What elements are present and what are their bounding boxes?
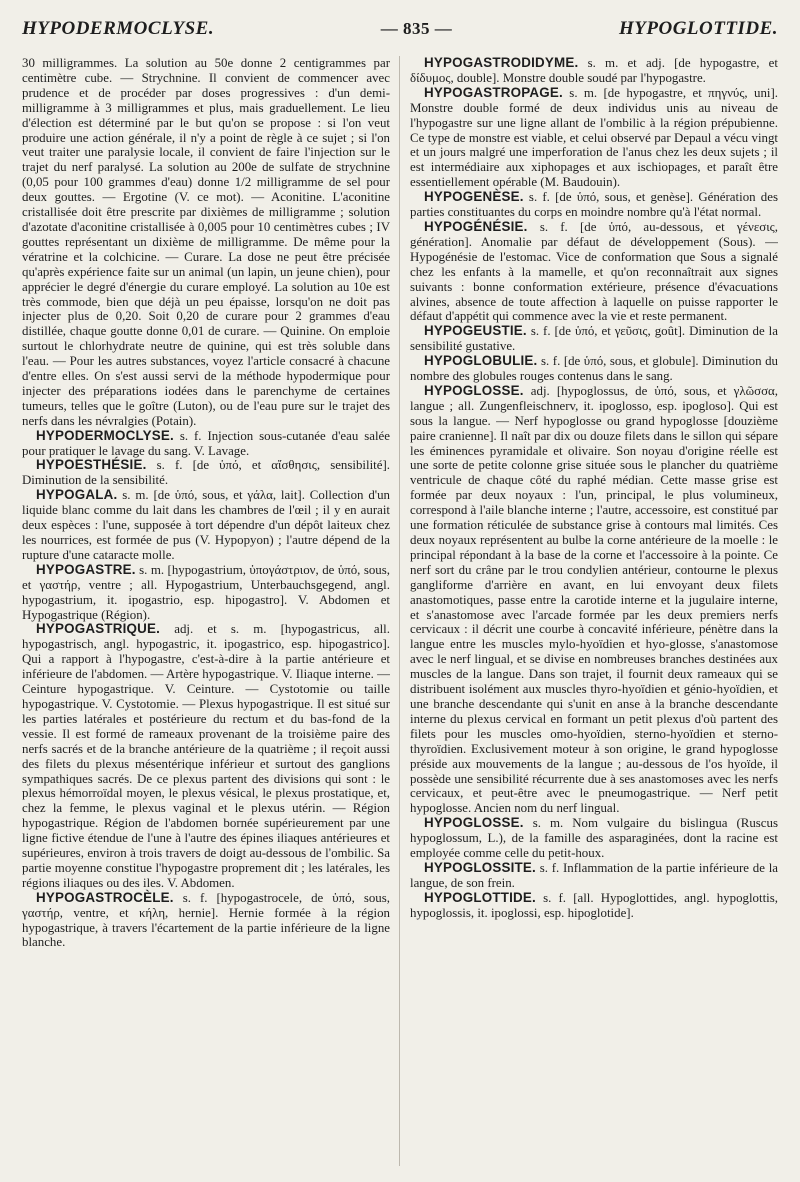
running-head-right: HYPOGLOTTIDE. bbox=[618, 18, 778, 39]
entry bbox=[22, 622, 390, 890]
entry bbox=[410, 56, 778, 86]
entry-headword: HYPOGASTRIQUE. bbox=[36, 621, 161, 637]
entry-headword: HYPOGLOSSITE. bbox=[424, 859, 536, 875]
entry bbox=[22, 563, 390, 623]
entry-text: s. f. [hypogastrocele, de ὑπό, sous, γαστήρ, ventre, et κήλη, hernie]. Hernie formée à la région hypogastrique, à travers l'écartement de la partie inférieure de la ligne blanche. bbox=[22, 890, 390, 950]
entry-text: adj. [hypoglossus, de ὑπό, sous, et γλῶσσα, langue ; all. Zungenfleischnerv, it. ipoglosso, esp. ipogloso]. Qui est sous la langue. — Nerf hypoglosse ou grand hypoglosse [douzième paire cranienne]. Il naît par dix ou douze filets dans le sillon qui sépare les éminences pyramidale et olivaire. Son noyau d'origine réelle est une sorte de petite colonne grise située sous le plancher du quatrième ventricule de chaque côté du raphé médian. Cette masse grise est formée par deux noyaux : l'un, principal, le plus volumineux, correspond à l'aile blanche interne ; l'autre, accessoire, est constitué par une formation réticulée de substance grise à contours mal limités. Ces deux noyaux représentent au bulbe la corne antérieure de la moelle : le principal répondant à la base de la corne et l'accessoire à la pointe. Ce nerf sort du crâne par le trou condylien antérieur, contourne le plexus gangliforme d'arrière en avant, en lui envoyant deux filets anastomotiques, passe entre la carotide interne et la jugulaire interne, et s'anastomose avec l'arcade formée par les deux premiers nerfs cervicaux : il décrit une courbe à concavité inférieure, pénètre dans la langue entre les muscles mylo-hyoïdien et hyo-glosse, s'anastomose avec le nerf lingual, et se divise en nombreuses branches destinées aux muscles de la langue. Dans son trajet, il fournit deux rameaux qui se distribuent isolément aux muscles thyro-hyoïdien et génio-hyoïdien, et une branche descendante qui s'unit en anse à la branche descendante interne du plexus cervical en formant un petit plexus d'où partent des filets pour les muscles omo-hyoïdien, sterno-hyoïdien et sterno-thyroïdien. Exclusivement moteur à son origine, le grand hypoglosse préside aux mouvements de la langue ; au-dessous de l'os hyoïde, il possède une sensibilité récurrente due à ses anastomoses avec les nerfs cervicaux, et peut-être avec le pneumogastrique. — Nerf petit hypoglosse. Ancien nom du nerf lingual. bbox=[410, 383, 778, 816]
entry-text: 30 milligrammes. La solution au 50e donne 2 centigrammes par centimètre cube. — Strychnine. Il convient de commencer avec prudence et de procéder par doses progressives : d'un demi-milligramme à 3 milligrammes et plus, mais graduellement. Le lieu d'élection est déterminé par le but qu'on se propose : si l'on veut produire une action générale, il n'y a point de règle à ce sujet ; si l'on veut traiter une paralysie locale, il convient de faire l'injection sur le trajet du nerf paralysé. La solution au 200e de sulfate de strychnine (0,05 pour 100 grammes d'eau) donne 1/2 milligramme de sel pour deux gouttes. — Ergotine (V. ce mot). — Aconitine. L'aconitine cristallisée doit être prescrite par dixièmes de milligramme ; solution d'azotate d'aconitine cristallisée à 0,005 pour 10 centimètres cubes ; IV gouttes représentant un dixième de milligramme. De même pour la vératrine et la colchicine. — Curare. La dose ne peut être précisée qu'après expérience faite sur un animal (un lapin, un jeune chien), pour apprécier le degré d'énergie du curare employé. La solution au 10e est très commode, bien que déjà un peu épaisse, lorsqu'on ne doit pas injecter plus de 0,20. Soit 0,20 de curare pour 2 grammes d'eau distillée, chaque goutte donne 0,01 de curare. — Quinine. On emploie surtout le chlorhydrate neutre de quinine, qui est très soluble dans l'eau. — Pour les autres substances, voyez l'article consacré à chacune d'entre elles. On s'est aussi servi de la méthode hypodermique pour injecter des préparations iodées dans le parenchyme de certaines tumeurs, telles que le goître (Luton), ou de l'eau pure sur le trajet des nerfs dans les névralgies (Potain). bbox=[22, 56, 390, 428]
running-head bbox=[22, 18, 778, 48]
entry-text: s. f. [de ὑπό, et αἴσθησις, sensibilité]. Diminution de la sensibilité. bbox=[22, 458, 390, 488]
entry bbox=[410, 861, 778, 891]
right-column bbox=[410, 56, 778, 1171]
entry bbox=[410, 190, 778, 220]
entry bbox=[22, 458, 390, 488]
entry-text: s. m. Nom vulgaire du bislingua (Ruscus hypoglossum, L.), de la famille des asparaginées, dont la racine est employée comme celle du petit-houx. bbox=[410, 816, 778, 861]
column-divider bbox=[399, 56, 400, 1166]
entry-text: s. m. et adj. [de hypogastre, et δίδυμος, double]. Monstre double soudé par l'hypogastre. bbox=[410, 56, 778, 85]
entry-text: s. m. [de ὑπό, sous, et γάλα, lait]. Collection d'un liquide blanc comme du lait dans les chambres de l'œil ; il y en aurait deux espèces : l'une, supposée à tort dépendre d'un dépôt laiteux chez les nourrices, est formée de pus (V. Hypopyon) ; l'autre dépend de la rupture d'une cataracte molle. bbox=[22, 488, 390, 562]
entry-headword: HYPOGASTROPAGE. bbox=[424, 84, 563, 100]
entry bbox=[410, 354, 778, 384]
entry bbox=[22, 488, 390, 563]
entry-headword: HYPOGASTRE. bbox=[36, 561, 136, 577]
entry bbox=[410, 384, 778, 816]
entry-text: s. f. Injection sous-cutanée d'eau salée pour pratiquer le lavage du sang. V. Lavage. bbox=[22, 428, 390, 458]
entry-text: s. f. [all. Hypoglottides, angl. hypoglottis, hypoglossis, it. ipoglossi, esp. hipoglotide]. bbox=[410, 890, 778, 920]
entry bbox=[410, 220, 778, 324]
entry-headword: HYPOGLOSSE. bbox=[424, 815, 524, 831]
entry bbox=[410, 86, 778, 190]
entry-headword: HYPOGASTROCÈLE. bbox=[36, 889, 174, 905]
entry-headword: HYPODERMOCLYSE. bbox=[36, 427, 174, 443]
entry-headword: HYPOGÉNÉSIE. bbox=[424, 218, 528, 234]
entry-headword: HYPOGLOSSE. bbox=[424, 382, 524, 398]
entry-headword: HYPOESTHÉSIE. bbox=[36, 457, 147, 473]
entry-text: s. f. Inflammation de la partie inférieure de la langue, de son frein. bbox=[410, 860, 778, 890]
entry-headword: HYPOGLOTTIDE. bbox=[424, 889, 536, 905]
entry-headword: HYPOGASTRODIDYME. bbox=[424, 56, 579, 70]
entry-headword: HYPOGALA. bbox=[36, 487, 118, 503]
entry bbox=[22, 429, 390, 459]
entry-headword: HYPOGLOBULIE. bbox=[424, 353, 538, 369]
left-column bbox=[22, 56, 390, 1171]
entry-text: s. m. [de hypogastre, et πηγνύς, uni]. Monstre double formé de deux individus unis au niveau de l'hypogastre sur une ligne allant de l'ombilic à la région prépubienne. Ce type de monstre est viable, et celui observé par Depaul a vécu vingt et un jours malgré une imperforation de l'anus chez les deux sujets ; il est intermédiaire aux xiphopages et aux ischiopages, et paraît être essentiellement opérable (M. Baudouin). bbox=[410, 85, 778, 190]
entry bbox=[22, 891, 390, 951]
entry bbox=[22, 56, 390, 429]
entry bbox=[410, 816, 778, 861]
entry-text: s. f. [de ὑπό, au-dessous, et γένεσις, génération]. Anomalie par défaut de développement (Sous). — Hypogénésie de l'estomac. Vice de conformation que Sous a signalé chez les enfants à la mamelle, et qu'on reconnaîtrait aux signes suivants : bonne conformation extérieure, présence d'évacuations alvines, absence de toute affection à laquelle on puisse rapporter le défaut d'appétit qui commence avec la vie et reste permanent. bbox=[410, 219, 778, 324]
entry bbox=[410, 324, 778, 354]
running-head-left: HYPODERMOCLYSE. bbox=[22, 18, 215, 39]
entry bbox=[410, 891, 778, 921]
entry-text: s. f. [de ὑπό, sous, et globule]. Diminution du nombre des globules rouges contenus dans le sang. bbox=[410, 354, 778, 384]
entry-text: s. f. [de ὑπό, sous, et genèse]. Génération des parties constituantes du corps en moindre nombre qu'à l'état normal. bbox=[410, 190, 778, 220]
entry-text: adj. et s. m. [hypogastricus, all. hypogastrisch, angl. hypogastric, it. ipogastrico, esp. hipogastrico]. Qui a rapport à l'hypogastre, c'est-à-dire à la partie antérieure et inférieure de l'abdomen. — Artère hypogastrique. V. Iliaque interne. — Ceinture hypogastrique. V. Ceinture. — Cystotomie ou taille hypogastrique. V. Cystotomie. — Plexus hypogastrique. Il est situé sur les parties latérales et postérieure du rectum et du bas-fond de la vessie. Il est formé de rameaux provenant de la troisième paire des nerfs sacrés et de la branche antérieure de la quatrième ; il reçoit aussi des filets du plexus mésentérique inférieur et surtout des ganglions sympathiques sacrés. De ce plexus partent des divisions qui sont : le plexus hémorroïdal moyen, le plexus vésical, le plexus prostatique, et, chez la femme, le plexus vaginal et le plexus utérin. — Région hypogastrique. Région de l'abdomen bornée supérieurement par une ligne fictive étendue de l'une à l'autre des épines iliaques antérieures et supérieures, environ à trois travers de doigt au-dessous de l'ombilic. Sa partie moyenne constitue l'hypogastre proprement dit ; les latérales, les régions iliaques ou des iles. V. Abdomen. bbox=[22, 622, 390, 890]
entry-text: s. m. [hypogastrium, ὑπογάστριον, de ὑπό, sous, et γαστήρ, ventre ; all. Hypogastrium, Unterbauchsgegend, angl. hypogastrium, it. ipogastrio, esp. hipogastro]. V. Abdomen et Hypogastrique (Région). bbox=[22, 562, 390, 622]
entry-headword: HYPOGEUSTIE. bbox=[424, 323, 527, 339]
page-number: — 835 — bbox=[380, 19, 453, 38]
entry-headword: HYPOGENÈSE. bbox=[424, 189, 524, 205]
entry-text: s. f. [de ὑπό, et γεῦσις, goût]. Diminution de la sensibilité gustative. bbox=[410, 324, 778, 354]
